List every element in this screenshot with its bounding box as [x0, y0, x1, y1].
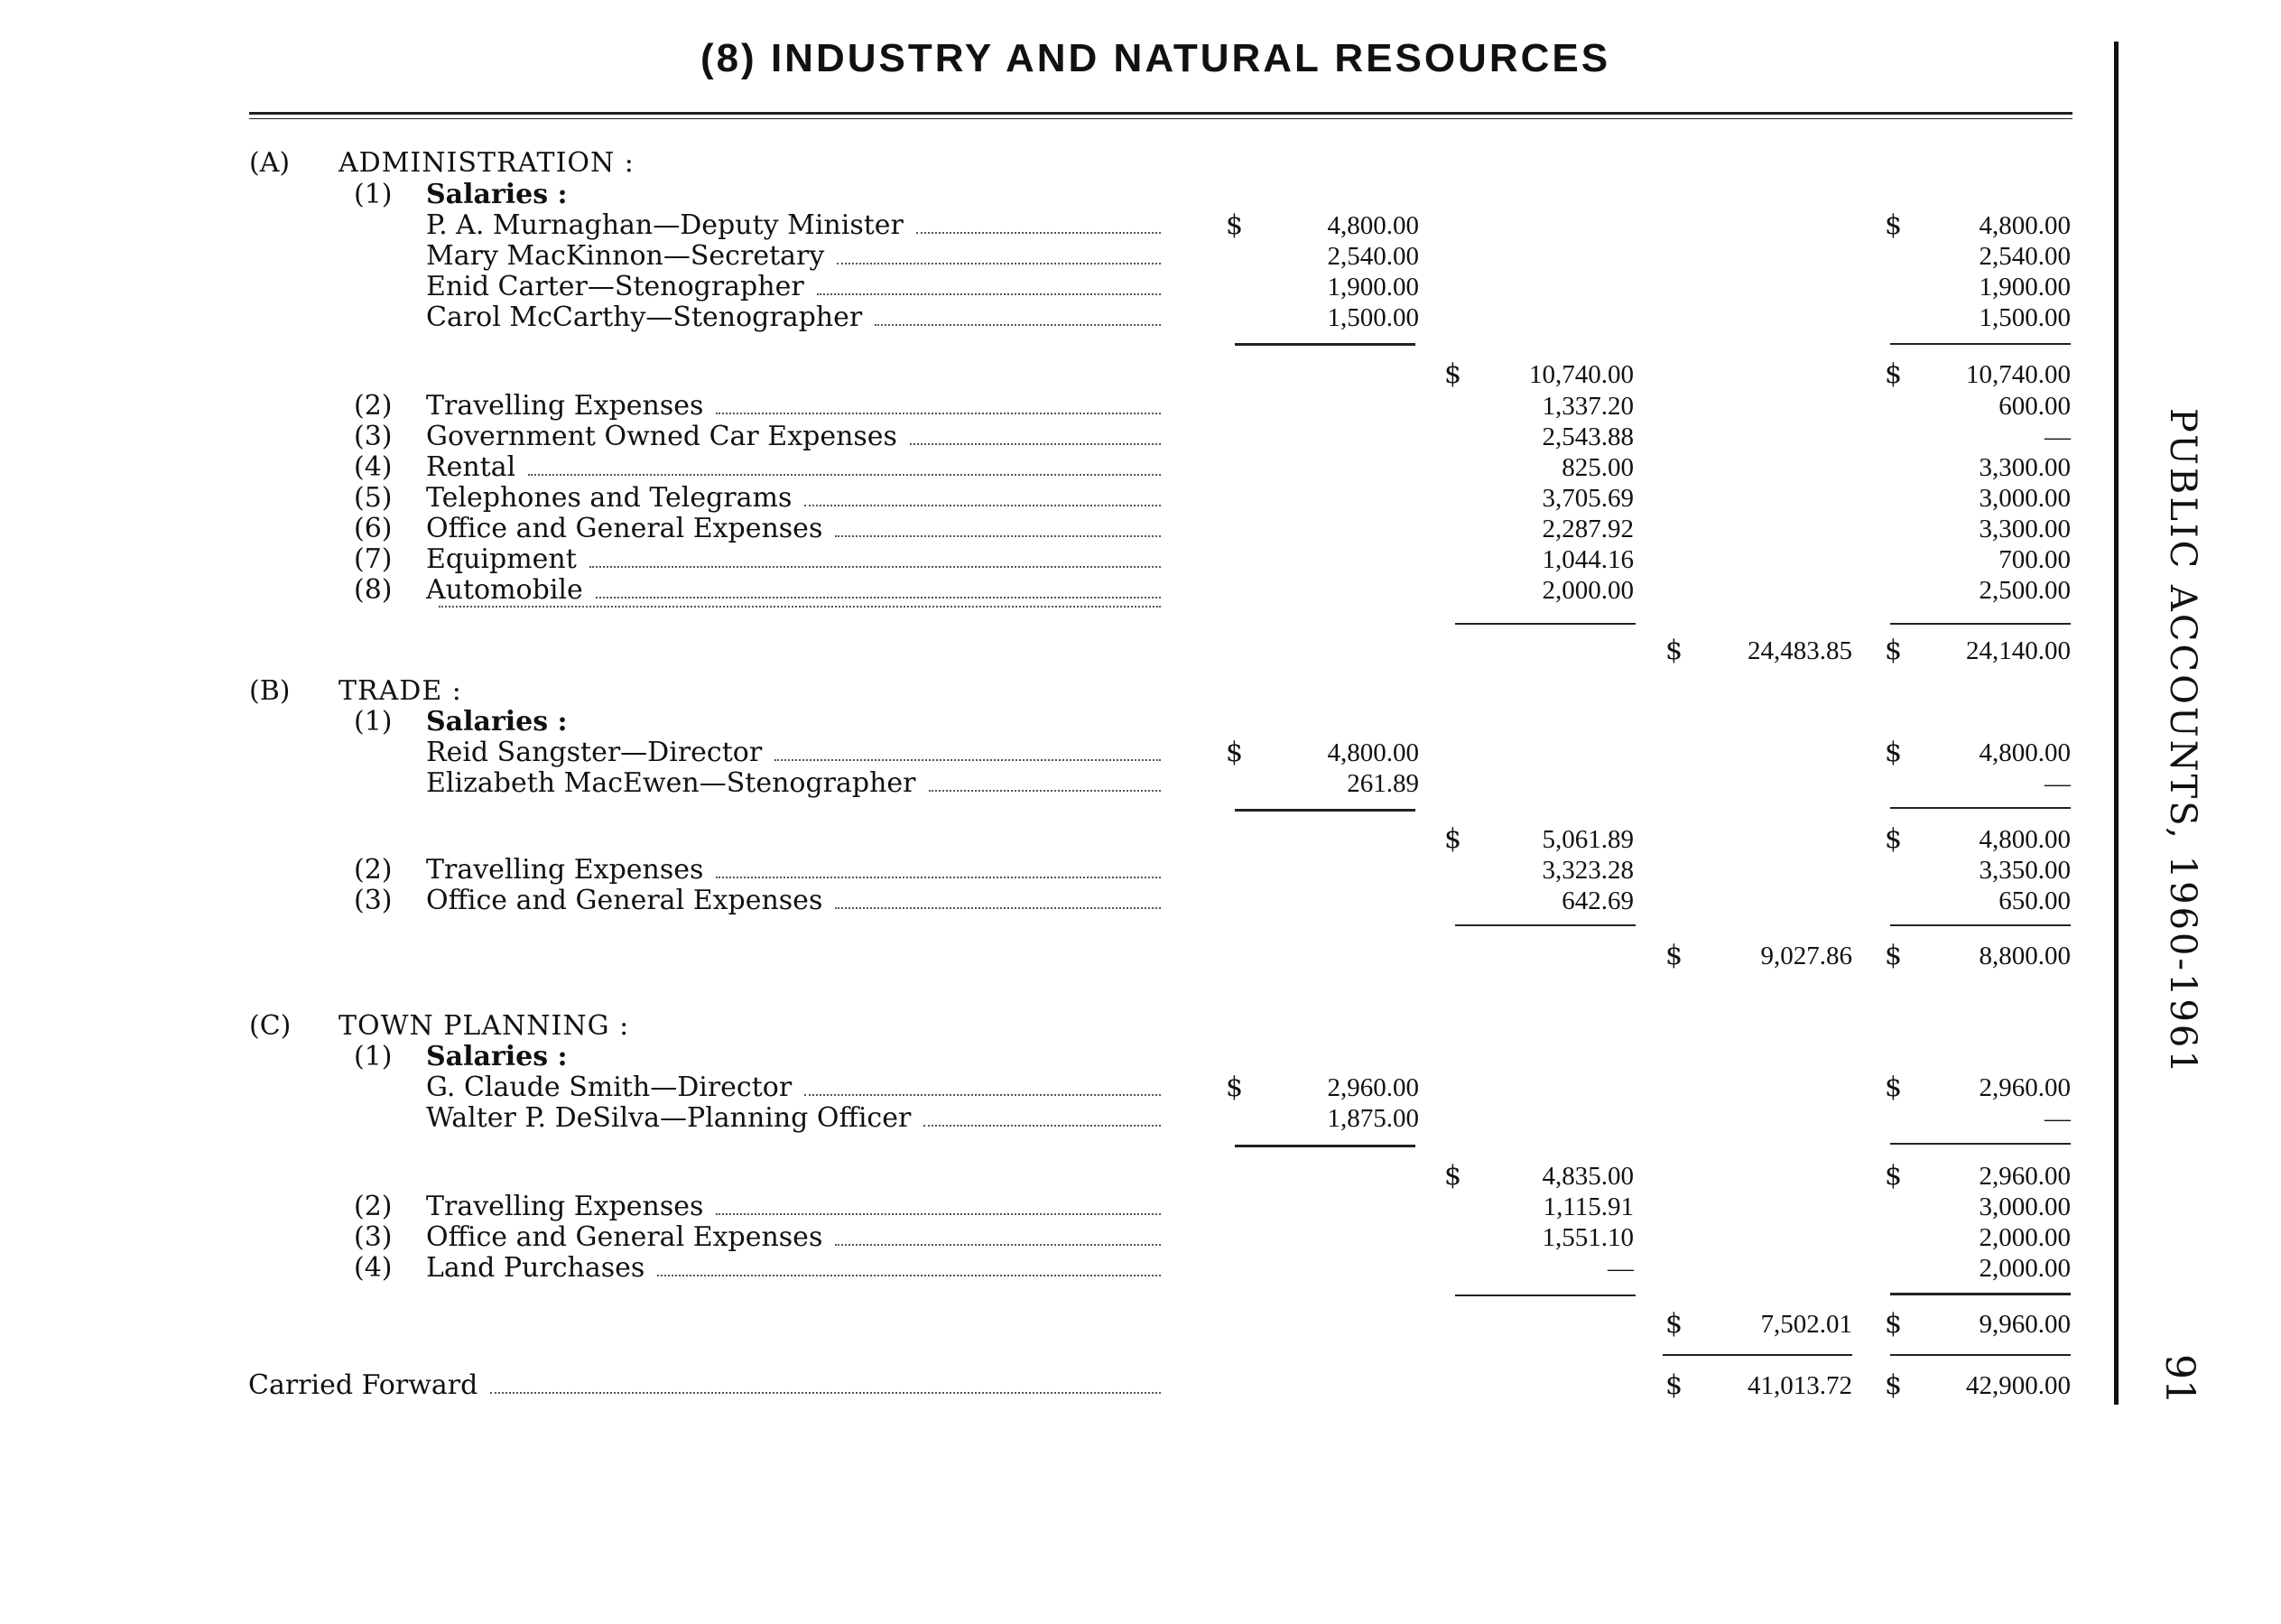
salaries-total-estimate: 10,740.00	[1966, 360, 2071, 389]
expense-row	[0, 1192, 2112, 1222]
expense-amount: 1,044.16	[1542, 545, 1634, 574]
expense-amount: —	[1608, 1254, 1634, 1283]
salaries-total-row	[0, 824, 2112, 855]
subtotal-rule	[1235, 809, 1415, 812]
salary-amount: 1,900.00	[1327, 273, 1419, 302]
expense-amount: 1,337.20	[1542, 392, 1634, 421]
salary-name: Walter P. DeSilva—Planning Officer	[426, 1103, 1163, 1135]
expense-label: Land Purchases	[426, 1253, 1163, 1285]
expense-amount: 3,323.28	[1542, 856, 1634, 885]
total-rule	[1663, 1354, 1852, 1356]
expense-amount: 1,115.91	[1543, 1192, 1634, 1221]
item-number: (1)	[354, 179, 393, 210]
expense-row	[0, 1253, 2112, 1284]
expense-amount: 825.00	[1562, 453, 1634, 482]
section-total-amount: 7,502.01	[1760, 1310, 1852, 1339]
salary-name: Carol McCarthy—Stenographer	[426, 302, 1163, 334]
item-number: (7)	[354, 543, 393, 575]
section-total-amount: 9,027.86	[1760, 942, 1852, 970]
expense-amount: 642.69	[1562, 886, 1634, 915]
expense-estimate: 700.00	[1998, 545, 2071, 574]
title-rule-thin	[249, 118, 2072, 119]
salary-name: Elizabeth MacEwen—Stenographer	[426, 768, 1163, 800]
expense-label: Equipment	[426, 544, 1163, 576]
expense-label: Travelling Expenses	[426, 1192, 1163, 1223]
salary-row	[0, 1072, 2112, 1103]
carried-forward-row	[0, 1370, 2112, 1401]
expense-amount: 1,551.10	[1542, 1223, 1634, 1252]
section-total-row	[0, 636, 2112, 666]
section-letter: (B)	[249, 675, 291, 707]
item-number: (2)	[354, 1191, 393, 1222]
section-total-amount: 24,483.85	[1748, 636, 1852, 665]
currency-symbol: $	[1665, 1369, 1683, 1401]
salary-row	[0, 241, 2112, 272]
section-title: ADMINISTRATION :	[338, 147, 635, 179]
salary-row	[0, 1103, 2112, 1134]
carried-forward-amount: 41,013.72	[1748, 1371, 1852, 1400]
page-edge-rule	[2114, 42, 2119, 1405]
section-title: TOWN PLANNING :	[338, 1010, 630, 1042]
expense-row	[0, 422, 2112, 452]
item-number: (3)	[354, 421, 393, 452]
section-total-estimate: 9,960.00	[1979, 1310, 2071, 1339]
expense-label: Office and General Expenses	[426, 514, 1163, 545]
section-heading	[0, 148, 2112, 179]
currency-symbol: $	[1885, 1072, 1903, 1103]
expense-label: Travelling Expenses	[426, 391, 1163, 422]
expense-estimate: 3,300.00	[1979, 453, 2071, 482]
section-letter: (C)	[249, 1010, 292, 1042]
expense-estimate: 3,300.00	[1979, 515, 2071, 543]
section-heading	[0, 1011, 2112, 1042]
currency-symbol: $	[1885, 823, 1903, 855]
subtotal-rule	[1455, 1295, 1636, 1296]
salary-amount: 261.89	[1347, 769, 1419, 798]
item-number: (3)	[354, 885, 393, 916]
currency-symbol: $	[1444, 823, 1462, 855]
title-rule	[249, 112, 2072, 115]
item-number: (5)	[354, 482, 393, 514]
salary-estimate: 4,800.00	[1979, 738, 2071, 767]
salary-estimate: 2,540.00	[1979, 242, 2071, 271]
salary-estimate: —	[2045, 769, 2071, 798]
expense-row	[0, 855, 2112, 886]
expense-label: Office and General Expenses	[426, 886, 1163, 917]
salaries-total-row	[0, 359, 2112, 390]
currency-symbol: $	[1885, 209, 1903, 241]
currency-symbol: $	[1226, 737, 1244, 768]
item-number: (8)	[354, 574, 393, 606]
expense-estimate: 3,000.00	[1979, 484, 2071, 513]
expense-amount: 3,705.69	[1542, 484, 1634, 513]
salary-estimate: 1,900.00	[1979, 273, 2071, 302]
subtotal-rule	[1455, 623, 1636, 625]
expense-amount: 2,287.92	[1542, 515, 1634, 543]
salary-amount: 2,540.00	[1327, 242, 1419, 271]
salaries-total-amount: 10,740.00	[1529, 360, 1634, 389]
expense-label	[426, 606, 1163, 616]
salary-estimate: 2,960.00	[1979, 1073, 2071, 1102]
section-total-estimate: 8,800.00	[1979, 942, 2071, 970]
currency-symbol: $	[1665, 635, 1683, 666]
currency-symbol: $	[1885, 737, 1903, 768]
salary-row	[0, 738, 2112, 768]
carried-forward-estimate: 42,900.00	[1966, 1371, 2071, 1400]
currency-symbol: $	[1444, 1160, 1462, 1192]
salary-estimate: 1,500.00	[1979, 303, 2071, 332]
subtotal-rule	[1890, 1143, 2071, 1145]
side-running-header: PUBLIC ACCOUNTS, 1960-1961	[2162, 408, 2203, 1076]
expense-estimate: 2,000.00	[1979, 1254, 2071, 1283]
expense-row	[0, 606, 2112, 636]
salaries-label: Salaries :	[426, 707, 568, 738]
expense-row	[0, 391, 2112, 422]
salaries-total-amount: 4,835.00	[1542, 1162, 1634, 1191]
subtotal-rule	[1890, 924, 2071, 926]
salary-amount: 2,960.00	[1327, 1073, 1419, 1102]
salaries-total-row	[0, 1161, 2112, 1192]
salary-estimate: 4,800.00	[1979, 211, 2071, 240]
currency-symbol: $	[1885, 940, 1903, 971]
expense-row	[0, 514, 2112, 544]
expense-row	[0, 886, 2112, 916]
expense-label: Rental	[426, 452, 1163, 484]
expense-estimate: 650.00	[1998, 886, 2071, 915]
salary-amount: 1,500.00	[1327, 303, 1419, 332]
section-title: TRADE :	[338, 675, 462, 707]
subtotal-rule	[1235, 1145, 1415, 1147]
expense-estimate: 3,350.00	[1979, 856, 2071, 885]
currency-symbol: $	[1885, 635, 1903, 666]
item-number: (4)	[354, 1252, 393, 1284]
salary-name: G. Claude Smith—Director	[426, 1072, 1163, 1104]
expense-label: Telephones and Telegrams	[426, 483, 1163, 515]
salaries-total-amount: 5,061.89	[1542, 825, 1634, 854]
currency-symbol: $	[1885, 1369, 1903, 1401]
salary-name: Enid Carter—Stenographer	[426, 272, 1163, 303]
section-total-estimate: 24,140.00	[1966, 636, 2071, 665]
section-total-row	[0, 1309, 2112, 1340]
expense-label: Automobile	[426, 575, 1163, 607]
item-number: (6)	[354, 513, 393, 544]
section-total-row	[0, 941, 2112, 971]
carried-forward-label: Carried Forward	[248, 1370, 1163, 1402]
expense-label: Office and General Expenses	[426, 1222, 1163, 1254]
salaries-label: Salaries :	[426, 180, 568, 210]
subtotal-rule	[1890, 343, 2071, 345]
currency-symbol: $	[1444, 358, 1462, 390]
expense-estimate: 600.00	[1998, 392, 2071, 421]
subtotal-rule	[1890, 807, 2071, 809]
salary-amount: 1,875.00	[1327, 1104, 1419, 1133]
subtotal-rule	[1235, 343, 1415, 346]
salary-name: Reid Sangster—Director	[426, 738, 1163, 769]
expense-estimate: —	[2045, 422, 2071, 451]
item-number: (4)	[354, 451, 393, 483]
expense-estimate: 2,500.00	[1979, 576, 2071, 605]
page-title: (8) INDUSTRY AND NATURAL RESOURCES	[700, 36, 1611, 80]
salary-name: P. A. Murnaghan—Deputy Minister	[426, 210, 1163, 242]
salaries-total-estimate: 4,800.00	[1979, 825, 2071, 854]
expense-row	[0, 544, 2112, 575]
salary-row	[0, 302, 2112, 333]
salary-amount: 4,800.00	[1327, 738, 1419, 767]
salary-name: Mary MacKinnon—Secretary	[426, 241, 1163, 273]
section-heading	[0, 676, 2112, 707]
item-number: (1)	[354, 1041, 393, 1072]
currency-symbol: $	[1665, 1308, 1683, 1340]
currency-symbol: $	[1885, 1160, 1903, 1192]
item-number: (2)	[354, 390, 393, 422]
expense-estimate: 2,000.00	[1979, 1223, 2071, 1252]
item-number: (1)	[354, 706, 393, 738]
currency-symbol: $	[1226, 209, 1244, 241]
currency-symbol: $	[1226, 1072, 1244, 1103]
expense-row	[0, 575, 2112, 606]
currency-symbol: $	[1665, 940, 1683, 971]
subtotal-rule	[1455, 924, 1636, 926]
expense-amount: 2,543.88	[1542, 422, 1634, 451]
section-letter: (A)	[249, 147, 291, 179]
salaries-heading	[0, 180, 2112, 210]
salary-row	[0, 210, 2112, 241]
salary-amount: 4,800.00	[1327, 211, 1419, 240]
currency-symbol: $	[1885, 358, 1903, 390]
page-number: 91	[2156, 1354, 2202, 1405]
item-number: (3)	[354, 1221, 393, 1253]
salary-row	[0, 272, 2112, 302]
total-rule	[1890, 1354, 2071, 1356]
salaries-label: Salaries :	[426, 1042, 568, 1072]
expense-estimate: 3,000.00	[1979, 1192, 2071, 1221]
salaries-total-estimate: 2,960.00	[1979, 1162, 2071, 1191]
salary-estimate: —	[2045, 1104, 2071, 1133]
expense-amount: 2,000.00	[1542, 576, 1634, 605]
expense-row	[0, 1222, 2112, 1253]
expense-row	[0, 452, 2112, 483]
expense-label: Government Owned Car Expenses	[426, 422, 1163, 453]
subtotal-rule	[1890, 1293, 2071, 1295]
expense-label: Travelling Expenses	[426, 855, 1163, 886]
salary-row	[0, 768, 2112, 799]
item-number: (2)	[354, 854, 393, 886]
subtotal-rule	[1890, 623, 2071, 625]
salaries-heading	[0, 707, 2112, 738]
salaries-heading	[0, 1042, 2112, 1072]
expense-row	[0, 483, 2112, 514]
currency-symbol: $	[1885, 1308, 1903, 1340]
